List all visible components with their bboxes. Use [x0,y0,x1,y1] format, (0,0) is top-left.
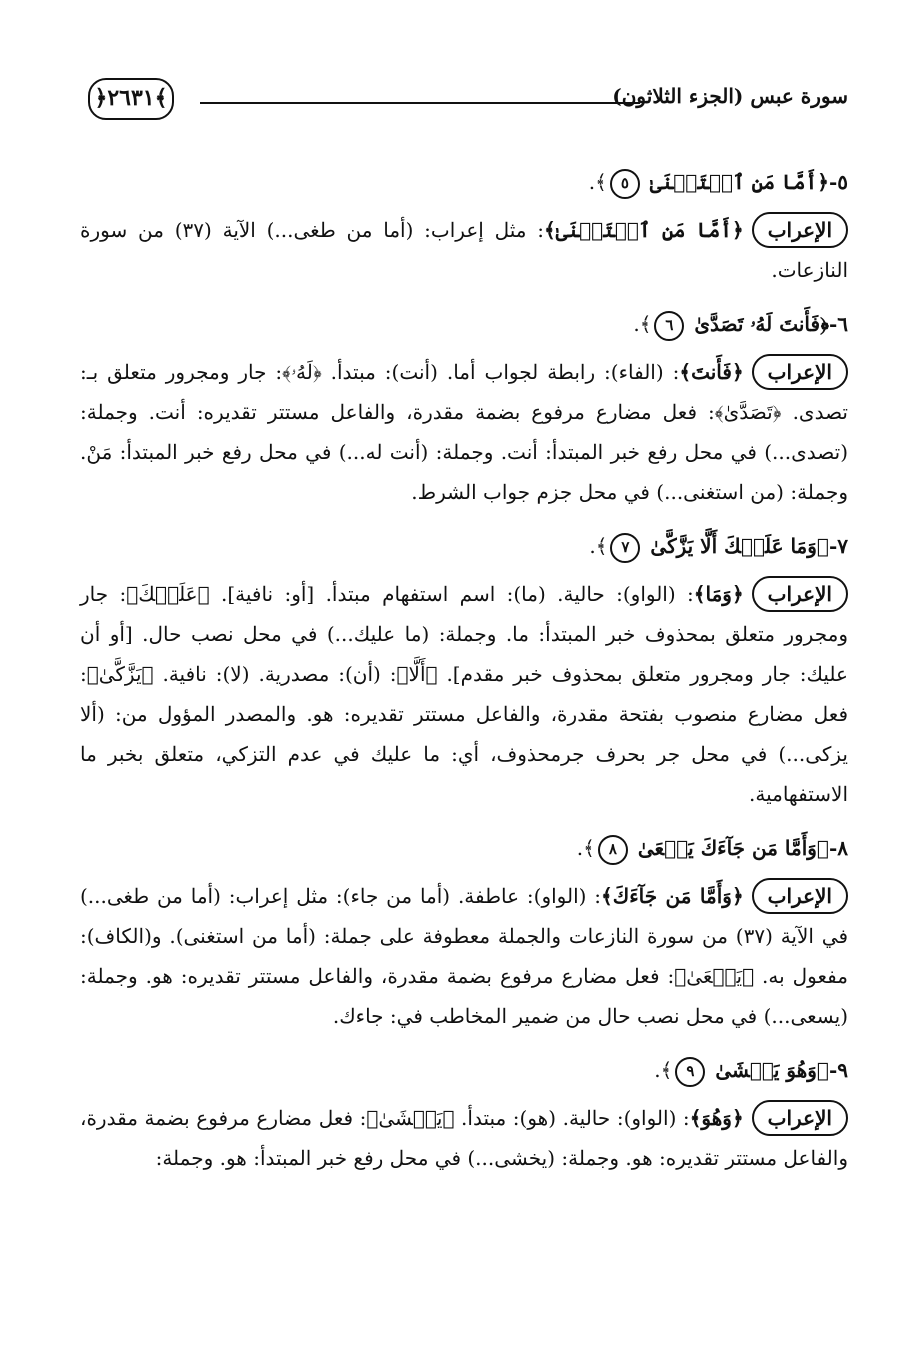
verse-text: ﴿فَأَنتَ لَهُۥ تَصَدَّىٰ [694,312,829,336]
quoted-term: ﴿وَأَمَّا مَن جَآءَكَ﴾ [601,884,744,908]
parsing-text: : (الواو): عاطفة. (أما من جاء): مثل إعراب: (أما من طغى...) في الآية (٣٧) من سورة النازعات والجملة معطوفة على جملة: (أما من استغنى). و(الكاف): مفعول به. ﴿يَسۡعَىٰ﴾: فعل مضارع مرفوع بضمة مقدرة، والفاعل مستتر تقديره: هو. وجملة: (يسعى...) في محل نصب حال من ضمير المخاطب في: جاءك. [80,884,848,1028]
quoted-term: ﴿أَمَّا مَنِ ٱسۡتَغۡنَىٰ﴾ [544,218,744,242]
parsing-paragraph-8 [80,876,848,1036]
verse-text: ﴿وَهُوَ يَخۡشَىٰ [715,1058,829,1082]
verse-number-badge: ٥ [610,169,640,199]
page-number: ﴿٢٦٣١﴾ [88,78,174,120]
header-rule [200,102,640,104]
verse-prefix: ٦- [828,312,848,336]
quoted-term: ﴿وَمَا﴾ [693,582,744,606]
parsing-text: : (الواو): حالية. (ما): اسم استفهام مبتدأ. [أو: نافية]. ﴿عَلَيۡكَ﴾: جار ومجرور متعلق بمحذوف خبر المبتدأ: ما. وجملة: (ما عليك...) في محل نصب حال. [أو أن عليك: جار ومجرور متعلق بمحذوف خبر مقدم]. ﴿أَلَّا﴾: (أن): مصدرية. (لا): نافية. ﴿يَزَّكَّىٰ﴾: فعل مضارع منصوب بفتحة مقدرة، والفاعل مستتر تقديره: هو. والمصدر المؤول من: (ألا يزكى...) في محل جر بحرف جرمحذوف، أي: ما عليك في عدم التزكي، متعلق بخبر ما الاستفهامية. [80,582,848,806]
page-content [80,150,848,1192]
verse-number-badge: ٩ [675,1057,705,1087]
verse-6 [80,304,848,344]
verse-prefix: ٨- [828,836,848,860]
parsing-label-badge: الإعراب [752,576,848,612]
parsing-paragraph-5 [80,210,848,290]
verse-close-ornament: ﴾. [633,312,652,336]
verse-7 [80,526,848,566]
verse-text: ﴿وَمَا عَلَيۡكَ أَلَّا يَزَّكَّىٰ [650,534,829,558]
verse-close-ornament: ﴾. [588,170,607,194]
verse-5 [80,162,848,202]
verse-close-ornament: ﴾. [576,836,595,860]
parsing-label-badge: الإعراب [752,1100,848,1136]
parsing-text: : (الفاء): رابطة لجواب أما. (أنت): مبتدأ. ﴿لَهُۥ﴾: جار ومجرور متعلق بـ: تصدى. ﴿تَصَدَّىٰ﴾: فعل مضارع مرفوع بضمة مقدرة، والفاعل مستتر تقديره: أنت. وجملة: (تصدى...) في محل رفع خبر المبتدأ: أنت. وجملة: (أنت له...) في محل رفع خبر المبتدأ: مَنْ. وجملة: (من استغنى...) في محل جزم جواب الشرط. [80,360,848,504]
verse-8 [80,828,848,868]
verse-number-badge: ٨ [598,835,628,865]
page-header [80,78,848,122]
verse-text: ﴿وَأَمَّا مَن جَآءَكَ يَسۡعَىٰ [637,836,829,860]
verse-text: ﴿أَمَّا مَنِ ٱسۡتَغۡنَىٰ [649,170,829,194]
parsing-label-badge: الإعراب [752,878,848,914]
quoted-term: ﴿فَأَنتَ﴾ [679,360,744,384]
verse-prefix: ٧- [828,534,848,558]
verse-close-ornament: ﴾. [589,534,608,558]
surah-title: سورة عبس (الجزء الثلاثون) [612,84,848,108]
parsing-paragraph-7 [80,574,848,814]
verse-number-badge: ٧ [610,533,640,563]
verse-prefix: ٥- [828,170,848,194]
parsing-label-badge: الإعراب [752,212,848,248]
parsing-text: : مثل إعراب: (أما من طغى...) الآية (٣٧) من سورة النازعات. [80,218,848,282]
quoted-term: ﴿وَهُوَ﴾ [689,1106,744,1130]
verse-close-ornament: ﴾. [654,1058,673,1082]
parsing-text: : (الواو): حالية. (هو): مبتدأ. ﴿يَخۡشَىٰ﴾: فعل مضارع مرفوع بضمة مقدرة، والفاعل مستتر تقديره: هو. وجملة: (يخشى...) في محل رفع خبر المبتدأ: هو. وجملة: [80,1106,848,1170]
parsing-paragraph-9 [80,1098,848,1178]
verse-prefix: ٩- [828,1058,848,1082]
parsing-paragraph-6 [80,352,848,512]
verse-number-badge: ٦ [654,311,684,341]
verse-9 [80,1050,848,1090]
parsing-label-badge: الإعراب [752,354,848,390]
